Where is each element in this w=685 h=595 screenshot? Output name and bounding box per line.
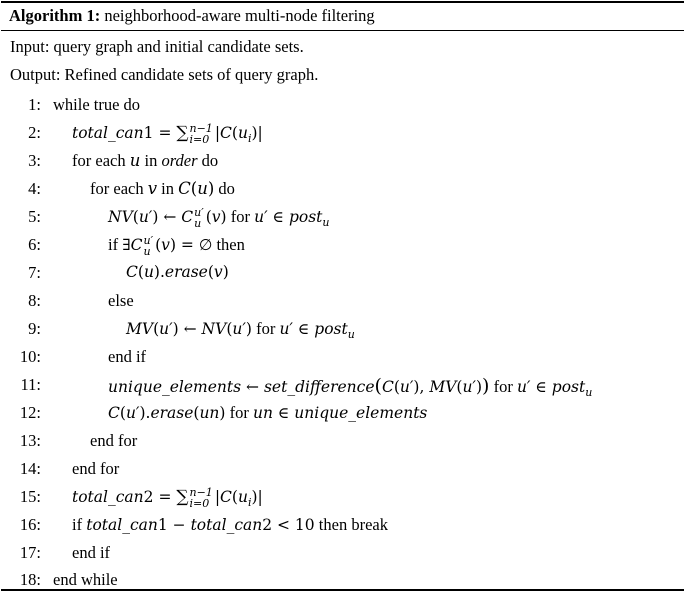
- line-number: 7:: [28, 263, 41, 282]
- line-number: 17:: [19, 543, 41, 562]
- line-code: if total_can1 − total_can2 < 10 then break: [72, 515, 388, 534]
- line-code: NV(u′) ← C u′ u (v) for u′ ∈ post$_u$: [108, 206, 330, 230]
- line-number: 12:: [19, 403, 41, 422]
- algorithm-title: [1, 3, 684, 31]
- line-code: end for: [90, 431, 138, 450]
- output-line: Output: Refined candidate sets of query graph.: [10, 65, 319, 84]
- algorithm-box: [1, 1, 684, 591]
- line-code: end for: [72, 459, 120, 478]
- algorithm-name: neighborhood-aware multi-node filtering: [104, 6, 375, 25]
- line-code: else: [108, 291, 134, 310]
- line-number: 6:: [28, 235, 41, 254]
- line-number: 9:: [28, 319, 41, 338]
- line-code: unique_elements ← set_difference(C(u′), MV(u′)) for u′ ∈ post$_u$: [108, 375, 593, 400]
- line-code: for each u in order do: [72, 151, 219, 170]
- line-number: 16:: [19, 515, 41, 534]
- line-code: end if: [72, 543, 111, 562]
- line-number: 13:: [19, 431, 41, 450]
- line-number: 8:: [28, 291, 41, 310]
- line-code: if ∃C u′ u (v) = ∅ then: [108, 234, 245, 258]
- line-number: 4:: [28, 179, 41, 198]
- line-number: 1:: [28, 95, 41, 114]
- line-code: end while: [53, 570, 118, 589]
- line-code: C(u′).erase(un) for un ∈ unique_elements: [108, 403, 428, 422]
- line-code: total_can2 = ∑ n−1 i=0 $|C(u_i)|$: [72, 486, 263, 510]
- input-line: Input: query graph and initial candidate sets.: [10, 37, 304, 56]
- line-code: MV(u′) ← NV(u′) for u′ ∈ post$_u$: [126, 319, 355, 342]
- line-number: 3:: [28, 151, 41, 170]
- line-code: C(u).erase(v): [126, 263, 229, 281]
- line-code: for each v in C(u) do: [90, 179, 235, 198]
- line-number: 5:: [28, 207, 41, 226]
- line-number: 15:: [19, 487, 41, 506]
- line-number: 10:: [19, 347, 41, 366]
- line-number: 18:: [19, 570, 41, 589]
- line-number: 14:: [19, 459, 41, 478]
- line-number: 11:: [20, 375, 41, 394]
- line-code: while true do: [53, 95, 141, 114]
- line-number: 2:: [28, 123, 41, 142]
- line-code: total_can1 = ∑ n−1 i=0 $|C(u_i)|$: [72, 122, 263, 146]
- algorithm-label: Algorithm 1:: [9, 6, 101, 25]
- line-code: end if: [108, 347, 147, 366]
